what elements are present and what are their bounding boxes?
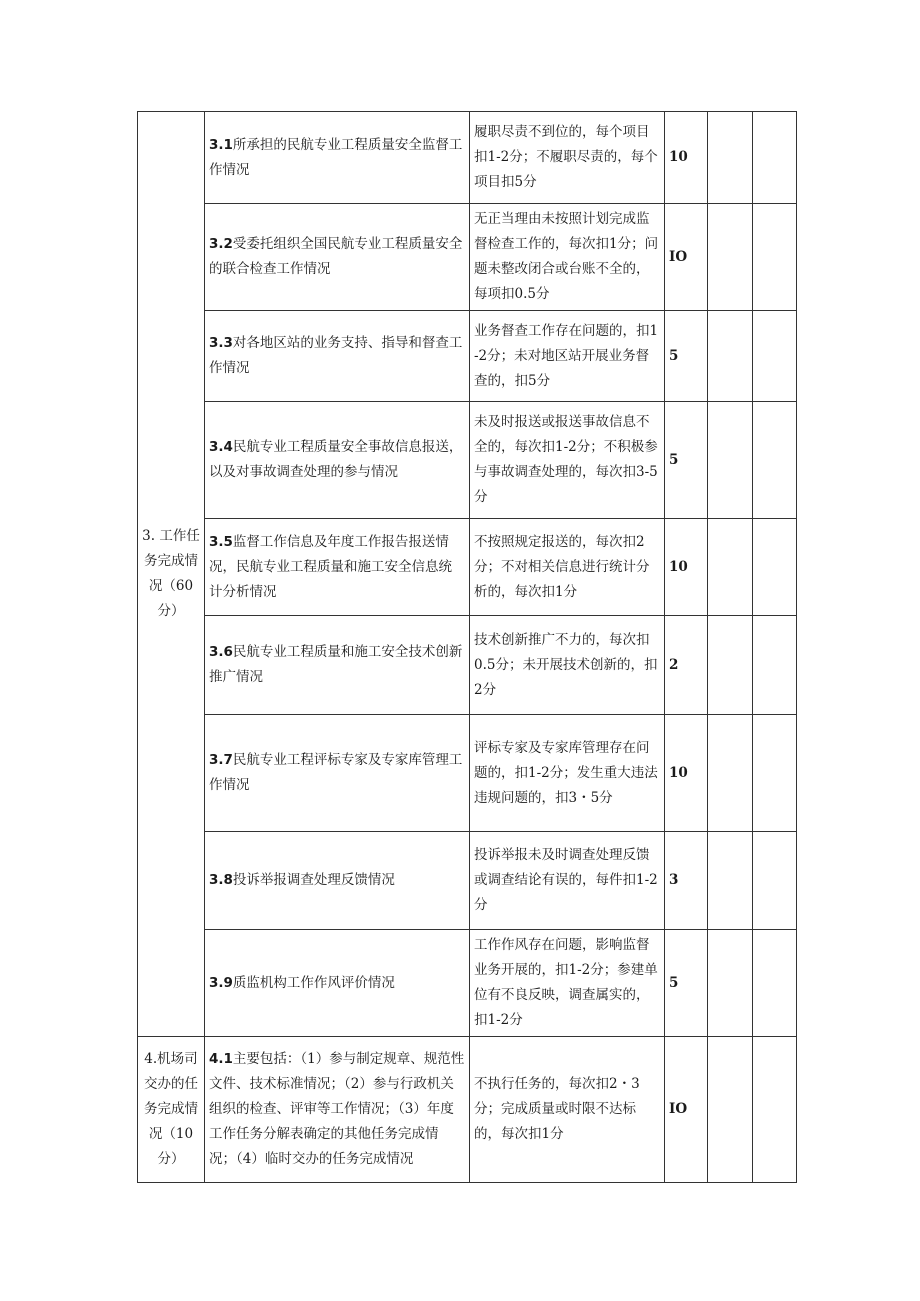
category-cell [138,1037,205,1183]
item-cell: 3.8投诉举报调查处理反馈情况 [205,832,470,930]
table-row [138,930,797,1037]
blank-cell [753,715,797,832]
item-text: 主要包括：（1）参与制定规章、规范性文件、技术标准情况；（2）参与行政机关组织的检查、评审等工作情况；（3）年度工作任务分解表确定的其他任务完成情况；（4）临时交办的任务完成情况 [209,1051,465,1167]
table-row [138,519,797,616]
blank-cell [708,715,753,832]
table-row [138,1037,797,1183]
blank-cell [708,204,753,311]
table-row [138,402,797,519]
score-cell: 10 [665,715,708,832]
rule-cell: 无正当理由未按照计划完成监督检查工作的，每次扣1分；问题未整改闭合或台账不全的，每项扣0.5分 [470,204,665,311]
rule-cell: 评标专家及专家库管理存在问题的，扣1-2分；发生重大违法违规问题的，扣3・5分 [470,715,665,832]
rule-cell: 业务督查工作存在问题的，扣1-2分；未对地区站开展业务督查的，扣5分 [470,311,665,402]
blank-cell [708,832,753,930]
item-cell: 3.4民航专业工程质量安全事故信息报送，以及对事故调查处理的参与情况 [205,402,470,519]
blank-cell [708,519,753,616]
blank-cell [708,930,753,1037]
item-text: 投诉举报调查处理反馈情况 [232,872,395,888]
blank-cell [753,832,797,930]
score-cell: 5 [665,930,708,1037]
blank-cell [708,402,753,519]
table-row [138,715,797,832]
item-cell: 3.7民航专业工程评标专家及专家库管理工作情况 [205,715,470,832]
blank-cell [753,930,797,1037]
rule-cell: 履职尽责不到位的，每个项目扣1-2分；不履职尽责的，每个项目扣5分 [470,112,665,204]
score-cell: 5 [665,311,708,402]
score-cell: 5 [665,402,708,519]
item-text: 对各地区站的业务支持、指导和督查工作情况 [209,335,463,376]
table-row [138,311,797,402]
score-cell: 2 [665,616,708,715]
blank-cell [753,519,797,616]
table-row [138,112,797,204]
item-cell: 4.1主要包括：（1）参与制定规章、规范性文件、技术标准情况；（2）参与行政机关组织的检查、评审等工作情况；（3）年度工作任务分解表确定的其他任务完成情况；（4）临时交办的任务完成情况 [205,1037,470,1183]
item-text: 民航专业工程质量和施工安全技术创新推广情况 [209,644,463,685]
table-row [138,832,797,930]
item-cell: 3.2受委托组织全国民航专业工程质量安全的联合检查工作情况 [205,204,470,311]
category-title: 4.机场司交办的任务完成情况（10分） [144,1051,198,1167]
score-cell: 10 [665,519,708,616]
rule-cell: 工作作风存在问题，影响监督业务开展的，扣1-2分；参建单位有不良反映，调查属实的，扣1-2分 [470,930,665,1037]
blank-cell [753,112,797,204]
blank-cell [753,616,797,715]
item-text: 民航专业工程评标专家及专家库管理工作情况 [209,752,463,793]
table-row [138,616,797,715]
blank-cell [708,1037,753,1183]
rule-cell: 技术创新推广不力的，每次扣0.5分；未开展技术创新的，扣2分 [470,616,665,715]
item-text: 监督工作信息及年度工作报告报送情况，民航专业工程质量和施工安全信息统计分析情况 [209,533,452,600]
rule-cell: 投诉举报未及时调查处理反馈或调查结论有误的，每件扣1-2分 [470,832,665,930]
item-text: 质监机构工作作风评价情况 [232,974,395,991]
blank-cell [753,311,797,402]
blank-cell [708,616,753,715]
score-cell: IO [665,204,708,311]
item-text: 受委托组织全国民航专业工程质量安全的联合检查工作情况 [209,236,463,277]
blank-cell [708,112,753,204]
score-cell: 3 [665,832,708,930]
blank-cell [753,1037,797,1183]
item-cell: 3.5监督工作信息及年度工作报告报送情况，民航专业工程质量和施工安全信息统计分析情况 [205,519,470,616]
category-cell [138,112,205,1037]
score-cell: 10 [665,112,708,204]
item-text: 所承担的民航专业工程质量安全监督工作情况 [209,136,463,178]
blank-cell [753,204,797,311]
blank-cell [708,311,753,402]
category-title: 3. 工作任务完成情况（60分） [142,528,200,619]
rule-cell: 未及时报送或报送事故信息不全的，每次扣1-2分；不积极参与事故调查处理的，每次扣3-5分 [470,402,665,519]
evaluation-table [137,111,797,1183]
item-cell: 3.1所承担的民航专业工程质量安全监督工作情况 [205,112,470,204]
item-cell: 3.9质监机构工作作风评价情况 [205,930,470,1037]
item-text: 民航专业工程质量安全事故信息报送，以及对事故调查处理的参与情况 [209,439,463,480]
score-cell: IO [665,1037,708,1183]
rule-cell: 不执行任务的，每次扣2・3分；完成质量或时限不达标的，每次扣1分 [470,1037,665,1183]
table-row [138,204,797,311]
rule-cell: 不按照规定报送的，每次扣2分；不对相关信息进行统计分析的，每次扣1分 [470,519,665,616]
item-cell: 3.3对各地区站的业务支持、指导和督查工作情况 [205,311,470,402]
blank-cell [753,402,797,519]
item-cell: 3.6民航专业工程质量和施工安全技术创新推广情况 [205,616,470,715]
